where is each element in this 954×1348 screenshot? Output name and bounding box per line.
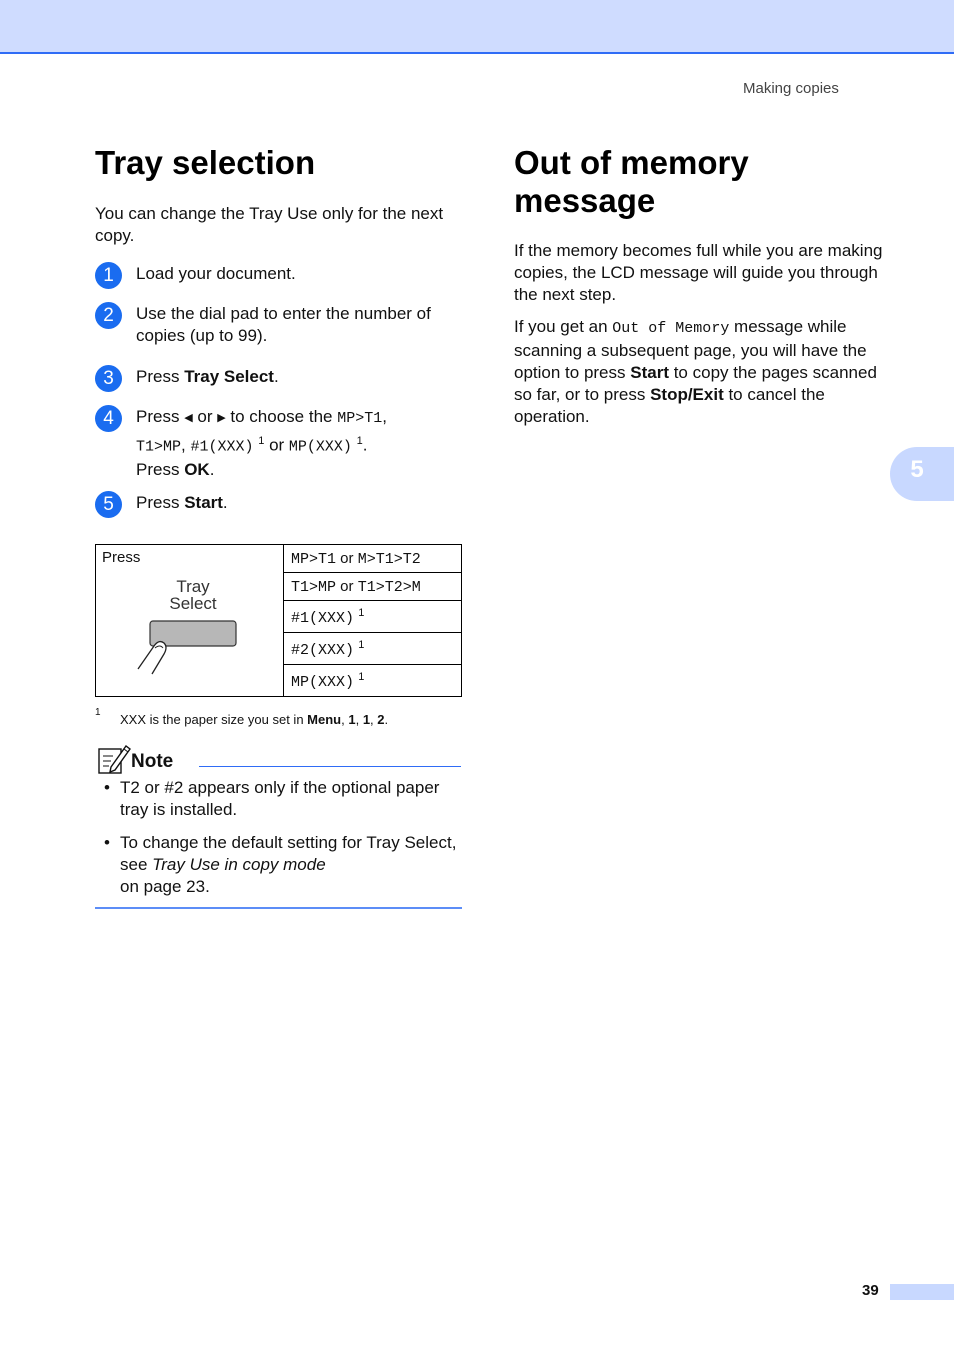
note-rule-bottom (95, 907, 462, 909)
step-number: 3 (95, 365, 122, 392)
cross-reference-link[interactable]: Tray Use in copy mode (152, 855, 326, 874)
table-row: MP>T1 or M>T1>T2 (284, 545, 462, 573)
step-number: 5 (95, 491, 122, 518)
button-label-select: Select (169, 594, 217, 613)
key-ok: OK (184, 459, 210, 479)
button-label-tray: Tray (176, 577, 210, 596)
table-row: #1(XXX) $^1$ (284, 601, 462, 633)
right-arrow-icon: ▶ (217, 412, 226, 424)
note-rule-top (199, 766, 461, 767)
section-title-tray-selection: Tray selection (95, 144, 316, 181)
page-number: 39 (862, 1282, 879, 1299)
step-text: Load your document. (136, 264, 296, 283)
chapter-number: 5 (910, 456, 924, 483)
note-header (95, 743, 462, 775)
table-row: #2(XXX) $^1$ (284, 633, 462, 665)
press-label: Press (102, 549, 141, 566)
press-cell (96, 545, 284, 697)
header-band (0, 0, 954, 54)
left-arrow-icon: ◀ (184, 412, 193, 424)
key-start: Start (184, 493, 223, 512)
tray-select-button-illustration (102, 566, 267, 681)
step-text: Press Start. (136, 493, 228, 512)
tray-select-table (95, 544, 462, 697)
step-number: 4 (95, 405, 122, 432)
note-pencil-icon (97, 743, 131, 775)
table-row: T1>MP or T1>T2>M (284, 573, 462, 601)
section-title-out-of-memory: Out of memory message (514, 144, 749, 219)
step-text: Press ◀ or ▶ to choose the MP>T1, T1>MP, #1(XXX) $^1$ or MP(XXX) $^1$. Press OK. (136, 407, 387, 479)
step-text: Press Tray Select. (136, 367, 279, 386)
step-number: 2 (95, 302, 122, 329)
bullet-icon: • (104, 833, 110, 852)
step-number: 1 (95, 262, 122, 289)
table-row: MP(XXX) $^1$ (284, 665, 462, 697)
memory-paragraph-2: If you get an Out of Memory message while scanning a subsequent page, you will have the option to press Start to copy the pages scanned so far, or to press Stop/Exit to cancel the operation. (514, 317, 877, 426)
note-label: Note (131, 751, 174, 772)
intro-paragraph: You can change the Tray Use only for the next copy. (95, 204, 444, 245)
memory-paragraph-1: If the memory becomes full while you are making copies, the LCD message will guide you through the next step. (514, 241, 883, 304)
running-head: Making copies (743, 80, 839, 97)
bullet-icon: • (104, 778, 110, 797)
page-number-bar (890, 1284, 954, 1300)
key-tray-select: Tray Select (184, 367, 274, 386)
step-text: Use the dial pad to enter the number of copies (up to 99). (136, 304, 431, 345)
